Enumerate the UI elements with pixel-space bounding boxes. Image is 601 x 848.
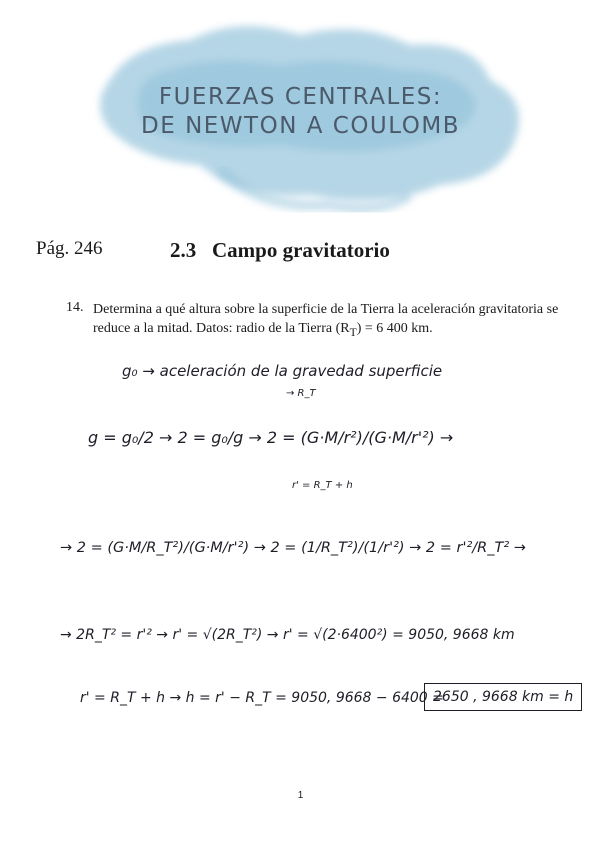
handwritten-step3-value: 9050, 9668 km (408, 627, 515, 643)
handwritten-step3-text: → 2R_T² = r'² → r' = √(2R_T²) → r' = √(2·6400²) = (60, 627, 404, 643)
question-number: 14. (66, 300, 84, 315)
handwritten-result-box: 2650 , 9668 km = h (424, 683, 582, 711)
handwritten-note-r: r' = R_T + h (292, 480, 353, 491)
question-text (93, 300, 563, 342)
page-number: 1 (297, 790, 304, 801)
handwritten-step3 (60, 627, 515, 643)
question-text-main: Determina a qué altura sobre la superficie de la Tierra la aceleración gravitatoria se reduce a la mitad. Datos: radio de la Tierra (R (93, 302, 559, 336)
section-title: Campo gravitatorio (212, 238, 390, 262)
handwritten-definition: g₀ → aceleración de la gravedad superficie (122, 362, 443, 380)
handwritten-step4: r' = R_T + h → h = r' − R_T = 9050, 9668 − 6400 = (80, 690, 444, 706)
handwritten-note-rt: → R_T (286, 388, 316, 399)
handwritten-step2: → 2 = (G·M/R_T²)/(G·M/r'²) → 2 = (1/R_T²)/(1/r'²) → 2 = r'²/R_T² → (60, 540, 526, 556)
section-number: 2.3 (170, 238, 197, 262)
question-text-subscript: T (349, 325, 357, 339)
banner-title-line1: FUERZAS CENTRALES: (158, 84, 443, 110)
handwritten-step1: g = g₀/2 → 2 = g₀/g → 2 = (G·M/r²)/(G·M/r'²) → (88, 428, 454, 447)
banner-title-line2: DE NEWTON A COULOMB (141, 113, 460, 139)
question-text-end: ) = 6 400 km. (356, 321, 433, 336)
page-reference: Pág. 246 (36, 238, 103, 259)
